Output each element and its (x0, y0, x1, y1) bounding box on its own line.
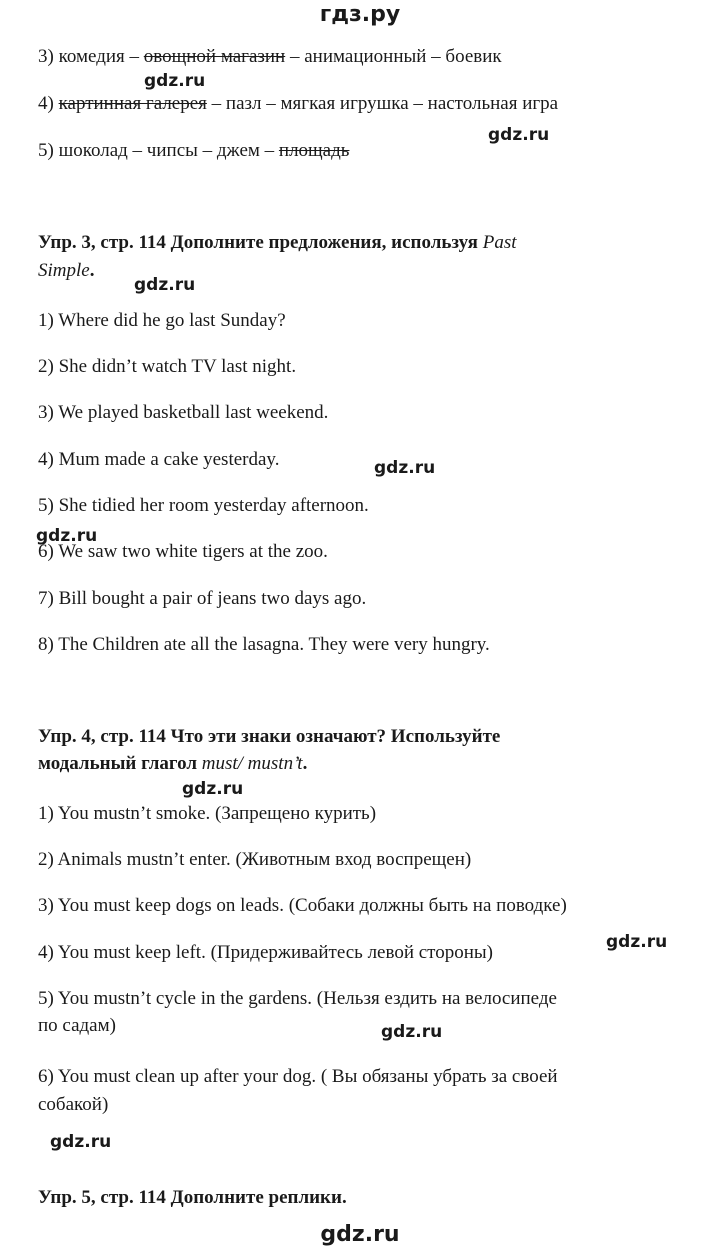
ex3-item-6: 6) We saw two white tigers at the zoo. (38, 541, 328, 562)
watermark: gdz.ru (374, 458, 436, 478)
ex3-heading-period: . (89, 260, 95, 281)
ex4-heading-line2 (38, 753, 307, 775)
site-header-title: гдз.ру (319, 2, 401, 27)
ex2-line-4-struck: картинная галерея (58, 93, 207, 114)
ex2-line-4 (38, 93, 558, 115)
ex3-item-2: 2) She didn’t watch TV last night. (38, 356, 297, 377)
ex4-heading-period: . (302, 753, 308, 774)
ex2-line-5 (38, 140, 349, 162)
watermark: gdz.ru (488, 125, 550, 145)
watermark: gdz.ru (144, 71, 206, 91)
site-footer-title: gdz.ru (320, 1222, 400, 1247)
ex4-item-4: 4) You must keep left. (Придерживайтесь левой стороны) (38, 942, 493, 963)
ex3-heading-line1 (38, 232, 517, 254)
watermark: gdz.ru (134, 275, 196, 295)
watermark: gdz.ru (36, 526, 98, 546)
ex2-line-5-struck: площадь (278, 140, 350, 161)
ex4-item-3: 3) You must keep dogs on leads. (Собаки должны быть на поводке) (38, 895, 567, 916)
ex4-heading-italic: must/ mustn’t (201, 753, 303, 774)
watermark: gdz.ru (606, 932, 668, 952)
ex4-item-2: 2) Animals mustn’t enter. (Животным вход воспрещен) (38, 849, 472, 870)
ex3-item-3: 3) We played basketball last weekend. (38, 402, 329, 423)
ex4-item-6-cont: собакой) (38, 1094, 109, 1115)
ex3-heading-italic: Past (482, 232, 517, 253)
ex4-item-1: 1) You mustn’t smoke. (Запрещено курить) (38, 803, 377, 824)
ex2-line-3 (38, 46, 502, 68)
watermark: gdz.ru (50, 1132, 112, 1152)
ex3-heading-line2 (38, 260, 94, 282)
ex2-line-4-rest: – пазл – мягкая игрушка – настольная игра (206, 93, 559, 114)
ex2-line-3-struck: овощной магазин (143, 46, 286, 67)
ex3-item-7: 7) Bill bought a pair of jeans two days ago. (38, 588, 367, 609)
ex4-item-5: 5) You mustn’t cycle in the gardens. (Нельзя ездить на велосипеде (38, 988, 557, 1009)
ex3-item-4: 4) Mum made a cake yesterday. (38, 449, 280, 470)
watermark: gdz.ru (381, 1022, 443, 1042)
ex3-item-1: 1) Where did he go last Sunday? (38, 310, 286, 331)
ex4-heading-line1: Упр. 4, стр. 114 Что эти знаки означают? Используйте (38, 726, 501, 747)
ex4-heading-text: модальный глагол (38, 753, 202, 774)
ex2-line-4-number: 4) (38, 93, 59, 114)
ex2-line-3-rest: – анимационный – боевик (285, 46, 502, 67)
ex4-item-6: 6) You must clean up after your dog. ( Вы обязаны убрать за своей (38, 1066, 558, 1087)
ex4-item-5-cont: по садам) (38, 1015, 116, 1036)
ex3-item-8: 8) The Children ate all the lasagna. They were very hungry. (38, 634, 490, 655)
ex2-line-5-number: 5) шоколад – чипсы – джем – (38, 140, 279, 161)
watermark: gdz.ru (182, 779, 244, 799)
ex3-item-5: 5) She tidied her room yesterday afternoon. (38, 495, 369, 516)
ex3-heading-italic: Simple (38, 260, 90, 281)
ex5-heading: Упр. 5, стр. 114 Дополните реплики. (38, 1187, 347, 1208)
ex3-heading-text: Упр. 3, стр. 114 Дополните предложения, используя (38, 232, 483, 253)
ex2-line-3-number: 3) комедия – (38, 46, 144, 67)
